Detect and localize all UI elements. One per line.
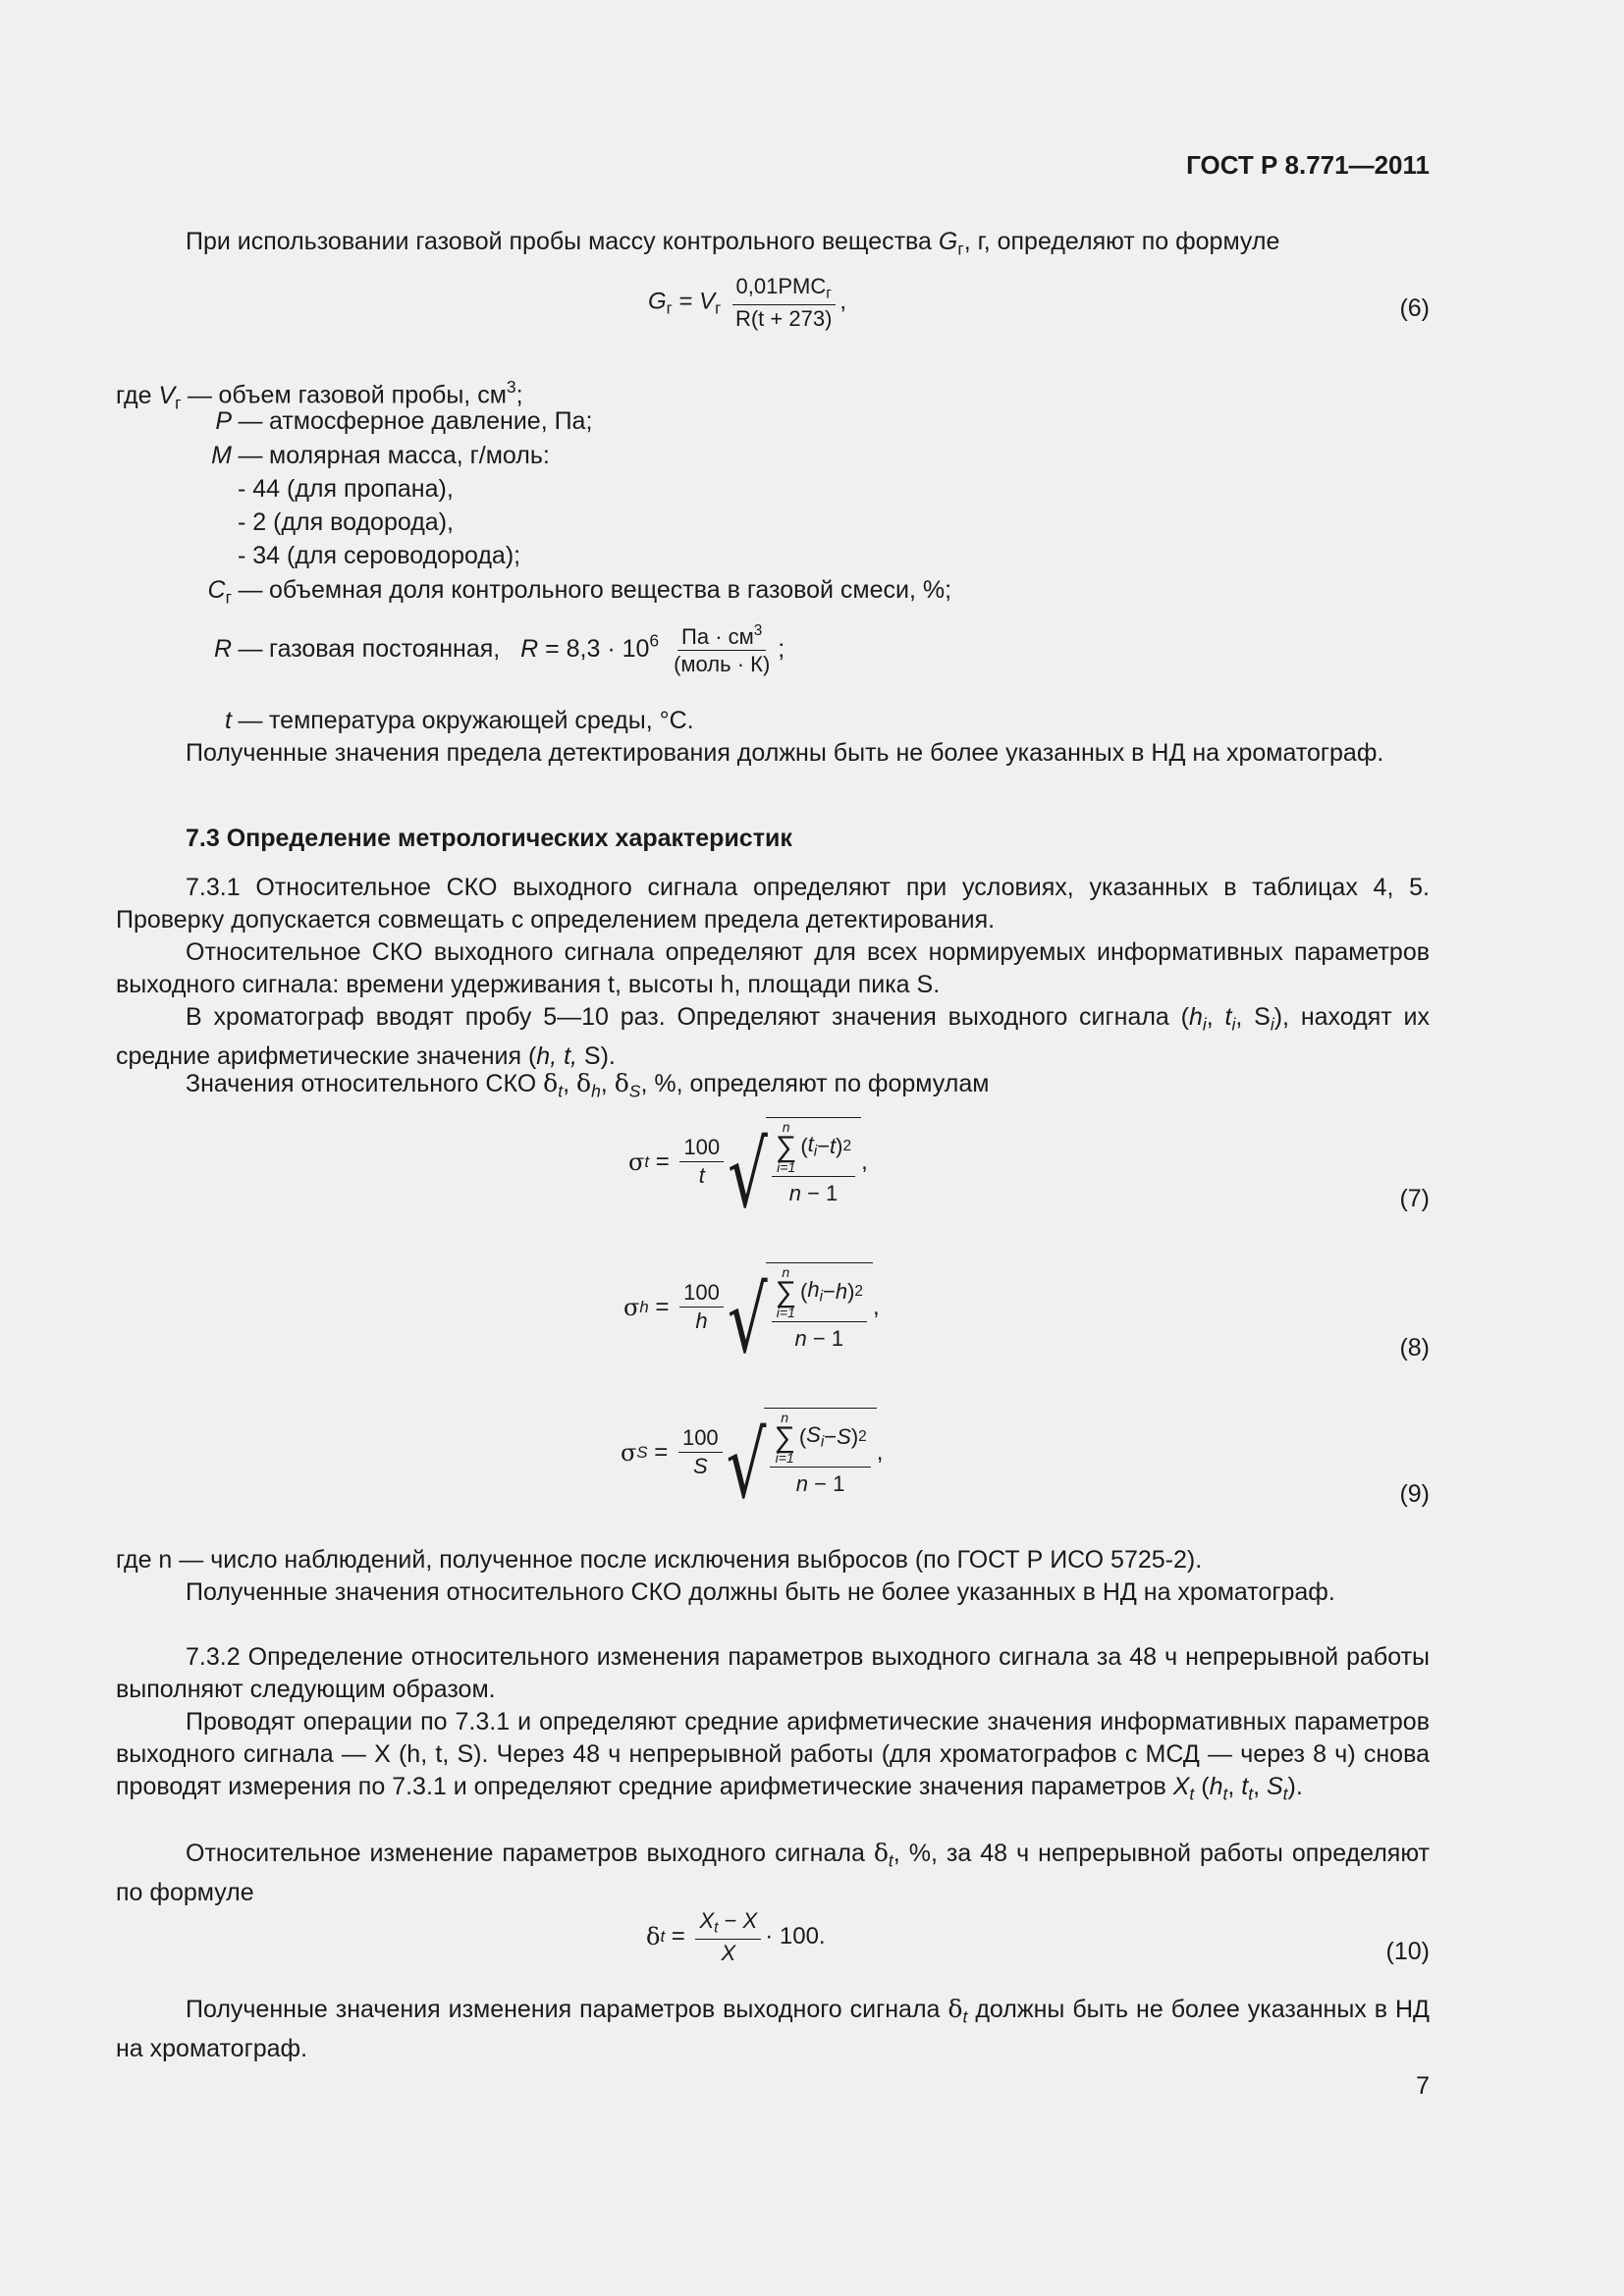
definition-t: t — температура окружающей среды, °С. — [225, 707, 694, 734]
equation-number-9: (9) — [1399, 1480, 1430, 1508]
definition-P: P — атмосферное давление, Па; — [215, 407, 593, 435]
final-paragraph: Полученные значения изменения параметров выходного сигнала $\delta_t$ должны быть не более указанных в НД на хроматограф. — [116, 1995, 1430, 2063]
section-heading-7-3: 7.3 Определение метрологических характеристик — [186, 825, 792, 852]
eq6-denominator: R(t + 273) — [734, 305, 833, 331]
paragraph-sko-formulas: Значения относительного СКО $\delta_t$, $\delta_h$, $\delta_S$, %, определяют по формулам — [186, 1069, 990, 1101]
paragraph-sko: Относительное СКО выходного сигнала определяют для всех нормируемых информативных параметров выходного сигнала: времени удерживания t, высоты h, площади пика S. — [116, 938, 1430, 998]
intro-paragraph: При использовании газовой пробы массу контрольного вещества $G_г$, г, определяют по формуле — [186, 228, 1280, 259]
formula-8: σ h = $\frac{100}{h}$ √ n ∑ i=1 ( $h_i$ − h ) 2 n − 1 , — [623, 1264, 880, 1375]
equation-number-8: (8) — [1399, 1334, 1430, 1362]
page-number: 7 — [1416, 2072, 1430, 2100]
formula-6: $G_г = V_г$ $\frac{0,01PMC_г}{R(t + 273)}$ , — [648, 274, 847, 331]
paragraph-7-3-1: 7.3.1 Относительное СКО выходного сигнала определяют при условиях, указанных в таблицах 4, 5. Проверку допускается совмещать с определением предела детектирования. — [116, 874, 1430, 934]
where-n-paragraph: где n — число наблюдений, полученное после исключения выбросов (по ГОСТ Р ИСО 5725-2). — [116, 1546, 1203, 1574]
document-header: ГОСТ Р 8.771—2011 — [1186, 150, 1430, 180]
paragraph-operations: Проводят операции по 7.3.1 и определяют средние арифметические значения информативных параметров выходного сигнала — X (h, t, S). Через 48 ч непрерывной работы (для хроматографов с МСД — через 8 ч) снова проводят измерения по 7.3.1 и определяют средние арифметические значения параметров $X_t$ ($h_t$, $t_t$, $S_t$). — [116, 1708, 1430, 1804]
eq6-numerator: $0,01PMC_г$ — [732, 275, 836, 305]
equation-number-6: (6) — [1399, 294, 1430, 322]
equation-number-10: (10) — [1385, 1938, 1430, 1965]
detection-paragraph: Полученные значения предела детектирования должны быть не более указанных в НД на хроматограф. — [186, 739, 1384, 767]
paragraph-relative-change: Относительное изменение параметров выходного сигнала $\delta_t$, %, за 48 ч непрерывной работы определяют по формуле — [116, 1839, 1430, 1907]
list-item: - 34 (для сероводорода); — [238, 542, 521, 569]
definition-C: $C_г$ — объемная доля контрольного вещества в газовой смеси, %; — [207, 576, 952, 608]
definition-R: R — газовая постоянная, $R = 8,3 \cdot 10^6$ $\frac{Па \cdot см^3}{\text{(моль · К)}}$ ; — [213, 622, 785, 677]
definition-M: M — молярная масса, г/моль: — [211, 442, 550, 469]
paragraph-7-3-2: 7.3.2 Определение относительного изменения параметров выходного сигнала за 48 ч непрерывной работы выполняют следующим образом. — [116, 1643, 1430, 1703]
equation-number-7: (7) — [1399, 1185, 1430, 1212]
paragraph-injection: В хроматограф вводят пробу 5—10 раз. Определяют значения выходного сигнала ($h_i$, $t_i$, $S_i$), находят их средние арифметические значения (h, t, S). — [116, 1003, 1430, 1071]
list-item: - 44 (для пропана), — [238, 475, 454, 503]
definition-V: где $V_г$ — объем газовой пробы, $см^3$; — [116, 377, 523, 412]
formula-9: σ S = $\frac{100}{S}$ √ n ∑ i=1 ( $S_i$ − S ) 2 n − 1 , — [621, 1410, 884, 1521]
list-item: - 2 (для водорода), — [238, 508, 454, 536]
sko-result-paragraph: Полученные значения относительного СКО должны быть не более указанных в НД на хроматограф. — [186, 1578, 1335, 1606]
formula-10: δ t = $\frac{X_t - X}{X}$ · 100. — [646, 1908, 826, 1965]
formula-7: σ t = $\frac{100}{t}$ √ n ∑ i=1 ( $t_i$ − t ) 2 n − 1 , — [628, 1119, 868, 1230]
